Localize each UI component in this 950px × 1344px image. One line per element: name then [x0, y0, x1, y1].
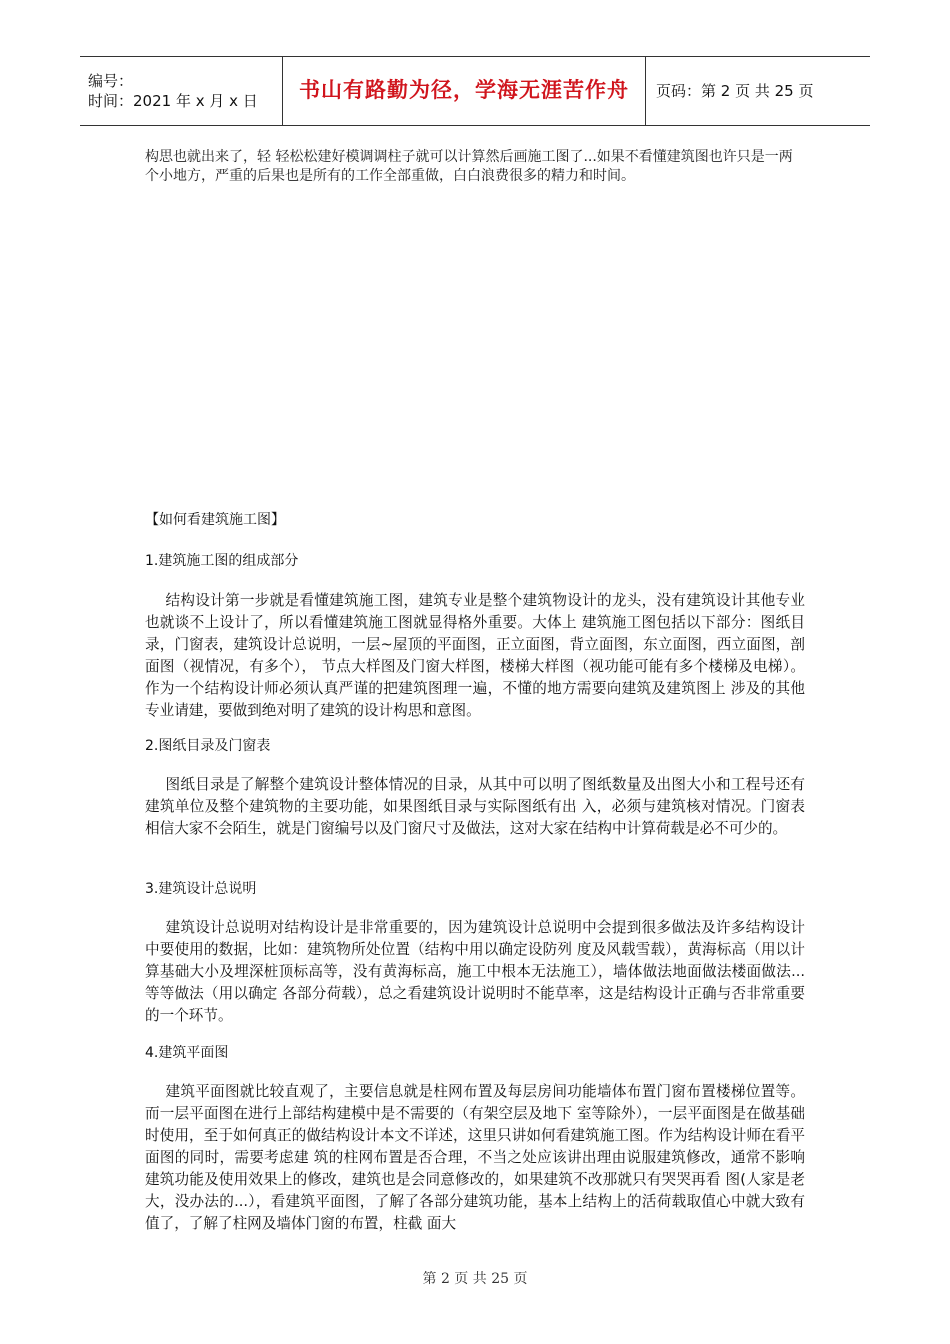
section-body-2: 图纸目录是了解整个建筑设计整体情况的目录，从其中可以明了图纸数量及出图大小和工程号还有建筑单位及整个建筑物的主要功能，如果图纸目录与实际图纸有出 入，必须与建筑核对情况。门窗表相信大家不会陌生，就是门窗编号以及门窗尺寸及做法，这对大家在结构中计算荷载是必不可少的。: [145, 776, 805, 837]
section-body-1: 结构设计第一步就是看懂建筑施工图，建筑专业是整个建筑物设计的龙头，没有建筑设计其他专业也就谈不上设计了，所以看懂建筑施工图就显得格外重要。大体上 建筑施工图包括以下部分：图纸目录，门窗表，建筑设计总说明，一层~屋顶的平面图，正立面图，背立面图，东立面图，西立面图，剖面图（视情况，有多个）， 节点大样图及门窗大样图，楼梯大样图（视功能可能有多个楼梯及电梯）。作为一个结构设计师必须认真严谨的把建筑图理一遍，不懂的地方需要向建筑及建筑图上 涉及的其他专业请建，要做到绝对明了建筑的设计构思和意图。: [145, 592, 805, 719]
header-meta-cell: [80, 57, 283, 126]
section-heading-1: 1.建筑施工图的组成部分: [145, 553, 299, 569]
document-time-label: 时间：2021 年 x 月 x 日: [88, 92, 258, 110]
header-motto: 书山有路勤为径，学海无涯苦作舟: [299, 77, 629, 102]
header-motto-cell: [283, 57, 646, 126]
main-title: 【如何看建筑施工图】: [145, 512, 285, 528]
page-footer: 第 2 页 共 25 页: [422, 1271, 528, 1287]
section-body-4: 建筑平面图就比较直观了，主要信息就是柱网布置及每层房间功能墙体布置门窗布置楼梯位置等。而一层平面图在进行上部结构建模中是不需要的（有架空层及地下 室等除外），一层平面图是在做基础时使用，至于如何真正的做结构设计本文不详述，这里只讲如何看建筑施工图。作为结构设计师在看平面图的同时，需要考虑建 筑的柱网布置是否合理，不当之处应该讲出理由说服建筑修改，通常不影响建筑功能及使用效果上的修改，建筑也是会同意修改的，如果建筑不改那就只有哭哭再看 图(人家是老大，没办法的...），看建筑平面图，了解了各部分建筑功能，基本上结构上的活荷载取值心中就大致有值了，了解了柱网及墙体门窗的布置，柱截 面大: [145, 1083, 805, 1232]
document-number-label: 编号：: [88, 72, 134, 90]
section-heading-4: 4.建筑平面图: [145, 1045, 229, 1061]
section-body-3: 建筑设计总说明对结构设计是非常重要的，因为建筑设计总说明中会提到很多做法及许多结构设计中要使用的数据，比如：建筑物所处位置（结构中用以确定设防列 度及风载雪载），黄海标高（用以计算基础大小及埋深桩顶标高等，没有黄海标高，施工中根本无法施工），墙体做法地面做法楼面做法...等等做法（用以确定 各部分荷载），总之看建筑设计说明时不能草率，这是结构设计正确与否非常重要的一个环节。: [145, 919, 805, 1024]
continuation-paragraph: 构思也就出来了，轻 轻松松建好模调调柱子就可以计算然后画施工图了...如果不看懂建筑图也许只是一两个小地方，严重的后果也是所有的工作全部重做，白白浪费很多的精力和时间。: [145, 149, 793, 184]
section-heading-2: 2.图纸目录及门窗表: [145, 738, 271, 754]
header-page-info: 页码：第 2 页 共 25 页: [646, 57, 871, 126]
page-header: [80, 56, 870, 126]
section-heading-3: 3.建筑设计总说明: [145, 881, 257, 897]
